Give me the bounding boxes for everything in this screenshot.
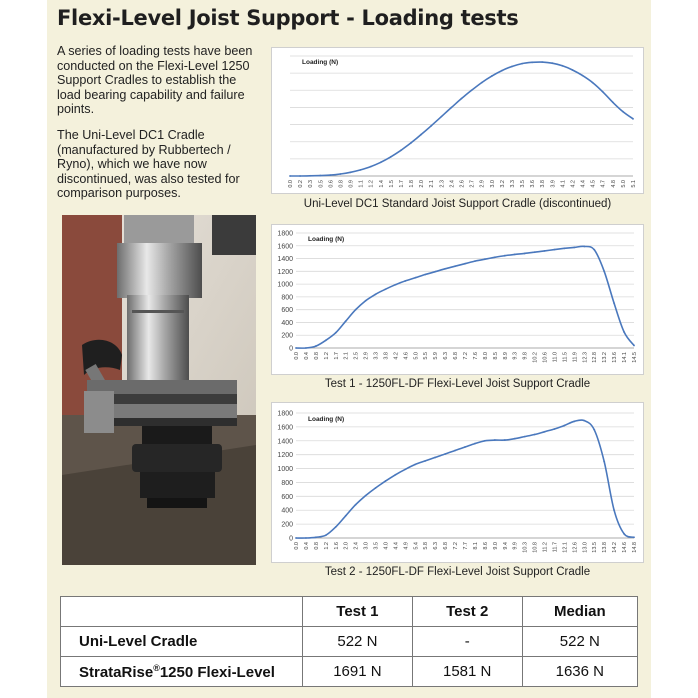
x-tick-label: 2.4 [353, 542, 360, 550]
data-point [613, 509, 615, 511]
row-label-brand: StrataRise [79, 663, 154, 681]
x-tick-label: 1.2 [368, 180, 375, 188]
data-point [612, 101, 614, 103]
page-title: Flexi-Level Joist Support - Loading tests [57, 6, 519, 30]
x-tick-label: 1.5 [388, 180, 395, 188]
x-tick-label: 4.1 [560, 180, 567, 188]
intro-paragraph-2: The Uni-Level DC1 Cradle (manufactured by Rubbertech / Ryno), which we have now discontinued, was also tested for comparison purposes. [57, 128, 240, 200]
y-tick-label: 800 [281, 479, 293, 487]
cell-uni-test-2: - [412, 627, 522, 657]
x-tick-label: 1.1 [358, 180, 365, 188]
data-point [360, 169, 362, 171]
data-point [319, 175, 321, 177]
x-tick-label: 0.2 [298, 180, 305, 188]
results-header-test-1: Test 1 [303, 597, 413, 627]
data-point [295, 537, 297, 539]
x-tick-label: 13.6 [612, 352, 619, 363]
x-tick-label: 13.8 [602, 542, 609, 553]
registered-mark: ® [153, 662, 160, 673]
x-tick-label: 7.2 [463, 352, 469, 360]
data-point [484, 440, 486, 442]
x-tick-label: 3.8 [540, 180, 547, 188]
data-point [633, 536, 635, 538]
y-tick-label: 600 [281, 307, 293, 315]
x-tick-label: 8.9 [502, 352, 509, 360]
x-tick-label: 0.8 [338, 180, 345, 188]
cell-strata-test-1: 1691 N [303, 657, 413, 687]
x-tick-label: 14.2 [612, 542, 619, 553]
chart-3-caption: Test 2 - 1250FL-DF Flexi-Level Joist Support Cradle [324, 566, 591, 578]
x-tick-label: 1.6 [333, 542, 340, 550]
y-tick-label: 600 [281, 493, 293, 501]
x-tick-label: 0.3 [308, 180, 315, 188]
data-point [592, 82, 594, 84]
table-row [61, 627, 638, 657]
x-tick-label: 13.5 [592, 542, 599, 553]
x-tick-label: 8.1 [472, 542, 479, 550]
data-point [380, 161, 382, 163]
y-tick-label: 1800 [277, 410, 293, 418]
data-point [430, 125, 432, 127]
x-tick-label: 9.3 [512, 352, 519, 360]
x-tick-label: 4.4 [580, 180, 587, 188]
series-label: Loading (N) [302, 59, 339, 66]
x-tick-label: 0.8 [313, 352, 320, 360]
x-tick-label: 7.7 [463, 542, 469, 550]
data-point [444, 453, 446, 455]
x-tick-label: 6.8 [453, 352, 460, 360]
y-tick-label: 1600 [277, 424, 293, 432]
x-tick-label: 0.6 [328, 180, 335, 188]
x-tick-label: 0.5 [318, 180, 325, 188]
x-tick-label: 5.9 [433, 352, 440, 360]
x-tick-label: 2.1 [429, 180, 436, 188]
data-point [491, 75, 493, 77]
results-header-test-2: Test 2 [412, 597, 522, 627]
x-tick-label: 4.4 [393, 542, 400, 550]
data-point [315, 536, 317, 538]
x-tick-label: 8.6 [482, 542, 489, 550]
x-tick-label: 2.9 [479, 180, 486, 188]
x-tick-label: 11.9 [572, 352, 579, 363]
data-point [541, 61, 543, 63]
data-point [521, 63, 523, 65]
x-tick-label: 1.4 [378, 180, 385, 188]
x-tick-label: 4.9 [403, 542, 410, 550]
data-point [474, 260, 476, 262]
data-point [534, 434, 536, 436]
data-point [534, 251, 536, 253]
x-tick-label: 2.4 [449, 180, 456, 188]
data-point [451, 107, 453, 109]
data-point [335, 332, 337, 334]
data-point [309, 175, 311, 177]
test-rig-photo [62, 215, 256, 565]
intro-paragraph-1: A series of loading tests have been conducted on the Flexi-Level 1250 Support Cradles to establish the load bearing capability and failure points. [57, 44, 253, 116]
x-tick-label: 9.8 [522, 352, 529, 360]
cell-strata-test-2: 1581 N [412, 657, 522, 687]
data-point [554, 249, 556, 251]
x-tick-label: 0.0 [288, 180, 294, 188]
results-header-median: Median [522, 597, 637, 627]
y-tick-label: 400 [281, 507, 293, 515]
x-tick-label: 4.2 [393, 352, 400, 360]
y-tick-label: 1400 [277, 438, 293, 446]
series-label: Loading (N) [308, 416, 345, 423]
data-point [340, 173, 342, 175]
y-tick-label: 200 [281, 332, 293, 340]
data-point [622, 111, 624, 113]
x-tick-label: 13.0 [582, 542, 589, 553]
data-point [365, 300, 367, 302]
data-point [395, 284, 397, 286]
data-point [554, 428, 556, 430]
data-point [289, 175, 291, 177]
x-tick-label: 5.5 [423, 352, 430, 360]
x-tick-label: 8.5 [492, 352, 499, 360]
x-tick-label: 1.7 [398, 180, 405, 188]
x-tick-label: 5.4 [413, 542, 420, 550]
data-point [544, 431, 546, 433]
y-tick-label: 0 [289, 535, 293, 543]
data-point [561, 65, 563, 67]
data-point [564, 425, 566, 427]
x-tick-label: 0.4 [303, 352, 310, 360]
y-tick-label: 200 [281, 521, 293, 529]
chart-2-svg [272, 225, 645, 376]
data-point [375, 487, 377, 489]
x-tick-label: 2.0 [343, 542, 350, 550]
x-tick-label: 2.1 [343, 352, 350, 360]
x-tick-label: 10.3 [522, 542, 529, 553]
row-label-stratarise [61, 657, 303, 687]
y-tick-label: 1400 [277, 256, 293, 264]
x-tick-label: 14.6 [622, 542, 629, 553]
x-tick-label: 4.5 [590, 180, 597, 188]
x-tick-label: 9.9 [512, 542, 519, 550]
x-tick-label: 2.6 [459, 180, 466, 188]
data-point [633, 345, 635, 347]
x-tick-label: 6.3 [433, 542, 440, 550]
x-tick-label: 5.8 [423, 542, 430, 550]
data-point [593, 249, 595, 251]
data-point [424, 460, 426, 462]
data-point [583, 246, 585, 248]
data-point [454, 265, 456, 267]
x-tick-label: 0.8 [313, 542, 320, 550]
x-tick-label: 9.0 [492, 542, 499, 550]
x-tick-label: 0.9 [348, 180, 355, 188]
chart-uni-level-dc1 [271, 47, 644, 194]
x-tick-label: 2.0 [419, 180, 426, 188]
x-tick-label: 3.3 [509, 180, 516, 188]
data-point [504, 255, 506, 257]
x-tick-label: 3.3 [373, 352, 380, 360]
x-tick-label: 12.8 [592, 352, 599, 363]
data-point [464, 446, 466, 448]
data-point [511, 66, 513, 68]
data-point [504, 439, 506, 441]
data-point [564, 247, 566, 249]
cell-uni-median: 522 N [522, 627, 637, 657]
x-tick-label: 1.2 [323, 352, 330, 360]
x-tick-label: 11.2 [542, 542, 549, 553]
y-tick-label: 400 [281, 319, 293, 327]
x-tick-label: 1.7 [333, 352, 340, 360]
data-point [623, 331, 625, 333]
chart-3-svg [272, 403, 645, 564]
x-tick-label: 12.3 [582, 352, 589, 363]
x-tick-label: 7.6 [472, 352, 479, 360]
x-tick-label: 3.8 [383, 352, 390, 360]
data-point [454, 450, 456, 452]
data-point [531, 61, 533, 63]
data-point [410, 142, 412, 144]
x-tick-label: 14.8 [632, 542, 638, 553]
x-tick-label: 6.8 [443, 542, 450, 550]
data-point [335, 526, 337, 528]
data-point [632, 118, 634, 120]
data-point [623, 533, 625, 535]
data-point [355, 504, 357, 506]
data-point [305, 537, 307, 539]
y-tick-label: 800 [281, 294, 293, 302]
y-tick-label: 1800 [277, 230, 293, 238]
data-point [395, 474, 397, 476]
data-point [464, 263, 466, 265]
x-tick-label: 5.0 [413, 352, 420, 360]
data-point [603, 270, 605, 272]
data-point [572, 69, 574, 71]
results-corner-cell [61, 597, 303, 627]
data-point [414, 463, 416, 465]
x-tick-label: 5.1 [631, 180, 637, 188]
data-point [501, 70, 503, 72]
data-point [603, 461, 605, 463]
data-point [434, 271, 436, 273]
data-point [295, 347, 297, 349]
x-tick-label: 4.7 [600, 180, 607, 188]
data-point [305, 347, 307, 349]
data-point [524, 436, 526, 438]
x-tick-label: 3.5 [373, 542, 380, 550]
cell-uni-test-1: 522 N [303, 627, 413, 657]
x-tick-label: 14.5 [632, 352, 638, 363]
x-tick-label: 3.6 [530, 180, 537, 188]
data-point [494, 439, 496, 441]
x-tick-label: 4.8 [610, 180, 617, 188]
series-line [296, 420, 634, 538]
data-point [613, 302, 615, 304]
x-tick-label: 4.2 [570, 180, 577, 188]
data-point [424, 274, 426, 276]
data-point [375, 293, 377, 295]
x-tick-label: 12.1 [562, 542, 569, 553]
chart-1-caption: Uni-Level DC1 Standard Joist Support Cradle (discontinued) [303, 198, 612, 210]
data-point [514, 254, 516, 256]
data-point [573, 246, 575, 248]
x-tick-label: 3.2 [499, 180, 506, 188]
x-tick-label: 2.5 [353, 352, 360, 360]
x-tick-label: 3.0 [363, 542, 370, 550]
chart-test-1 [271, 224, 644, 375]
x-tick-label: 0.0 [294, 352, 300, 360]
x-tick-label: 0.0 [294, 542, 300, 550]
data-point [385, 480, 387, 482]
results-header-row [61, 597, 638, 627]
data-point [582, 75, 584, 77]
data-point [414, 277, 416, 279]
data-point [494, 256, 496, 258]
x-tick-label: 11.7 [552, 542, 559, 553]
data-point [370, 166, 372, 168]
y-tick-label: 1200 [277, 452, 293, 460]
data-point [420, 134, 422, 136]
data-point [544, 250, 546, 252]
data-point [299, 175, 301, 177]
data-point [484, 258, 486, 260]
x-tick-label: 2.3 [439, 180, 446, 188]
data-point [481, 82, 483, 84]
series-label: Loading (N) [308, 236, 345, 243]
data-point [593, 429, 595, 431]
x-tick-label: 4.6 [403, 352, 410, 360]
data-point [461, 98, 463, 100]
data-point [583, 420, 585, 422]
x-tick-label: 3.0 [489, 180, 496, 188]
y-tick-label: 1600 [277, 243, 293, 251]
x-tick-label: 2.7 [469, 180, 476, 188]
x-tick-label: 8.0 [482, 352, 489, 360]
row-label-model: 1250 Flexi-Level [159, 663, 275, 681]
data-point [404, 468, 406, 470]
y-tick-label: 0 [289, 345, 293, 353]
table-row [61, 657, 638, 687]
data-point [385, 288, 387, 290]
x-tick-label: 3.5 [520, 180, 527, 188]
data-point [434, 457, 436, 459]
x-tick-label: 7.2 [453, 542, 460, 550]
data-point [471, 89, 473, 91]
data-point [325, 339, 327, 341]
x-tick-label: 13.2 [602, 352, 609, 363]
x-tick-label: 1.8 [409, 180, 416, 188]
x-tick-label: 6.3 [443, 352, 450, 360]
x-tick-label: 14.1 [622, 352, 629, 363]
x-tick-label: 10.2 [532, 352, 539, 363]
data-point [440, 116, 442, 118]
data-point [325, 534, 327, 536]
data-point [345, 320, 347, 322]
data-point [474, 443, 476, 445]
row-label-uni-level: Uni-Level Cradle [61, 627, 303, 657]
data-point [315, 345, 317, 347]
data-point [400, 149, 402, 151]
data-point [404, 280, 406, 282]
x-tick-label: 3.9 [550, 180, 557, 188]
data-point [365, 495, 367, 497]
x-tick-label: 4.0 [383, 542, 390, 550]
x-tick-label: 12.6 [572, 542, 579, 553]
data-point [329, 174, 331, 176]
x-tick-label: 1.2 [323, 542, 330, 550]
chart-2-caption: Test 1 - 1250FL-DF Flexi-Level Joist Support Cradle [324, 378, 591, 390]
content-panel [47, 0, 651, 698]
x-tick-label: 11.0 [552, 352, 559, 363]
x-tick-label: 10.8 [532, 542, 539, 553]
data-point [602, 91, 604, 93]
x-tick-label: 10.6 [542, 352, 549, 363]
x-tick-label: 11.5 [562, 352, 569, 363]
cell-strata-median: 1636 N [522, 657, 637, 687]
data-point [350, 171, 352, 173]
data-point [524, 253, 526, 255]
y-tick-label: 1000 [277, 281, 293, 289]
chart-test-2 [271, 402, 644, 563]
results-table [60, 596, 638, 687]
data-point [514, 438, 516, 440]
data-point [573, 420, 575, 422]
data-point [345, 515, 347, 517]
y-tick-label: 1000 [277, 466, 293, 474]
data-point [390, 156, 392, 158]
chart-1-svg [272, 48, 645, 195]
x-tick-label: 9.4 [502, 542, 509, 550]
data-point [551, 62, 553, 64]
x-tick-label: 5.0 [620, 180, 627, 188]
data-point [444, 268, 446, 270]
x-tick-label: 2.9 [363, 352, 370, 360]
x-tick-label: 0.4 [303, 542, 310, 550]
data-point [355, 309, 357, 311]
y-tick-label: 1200 [277, 268, 293, 276]
